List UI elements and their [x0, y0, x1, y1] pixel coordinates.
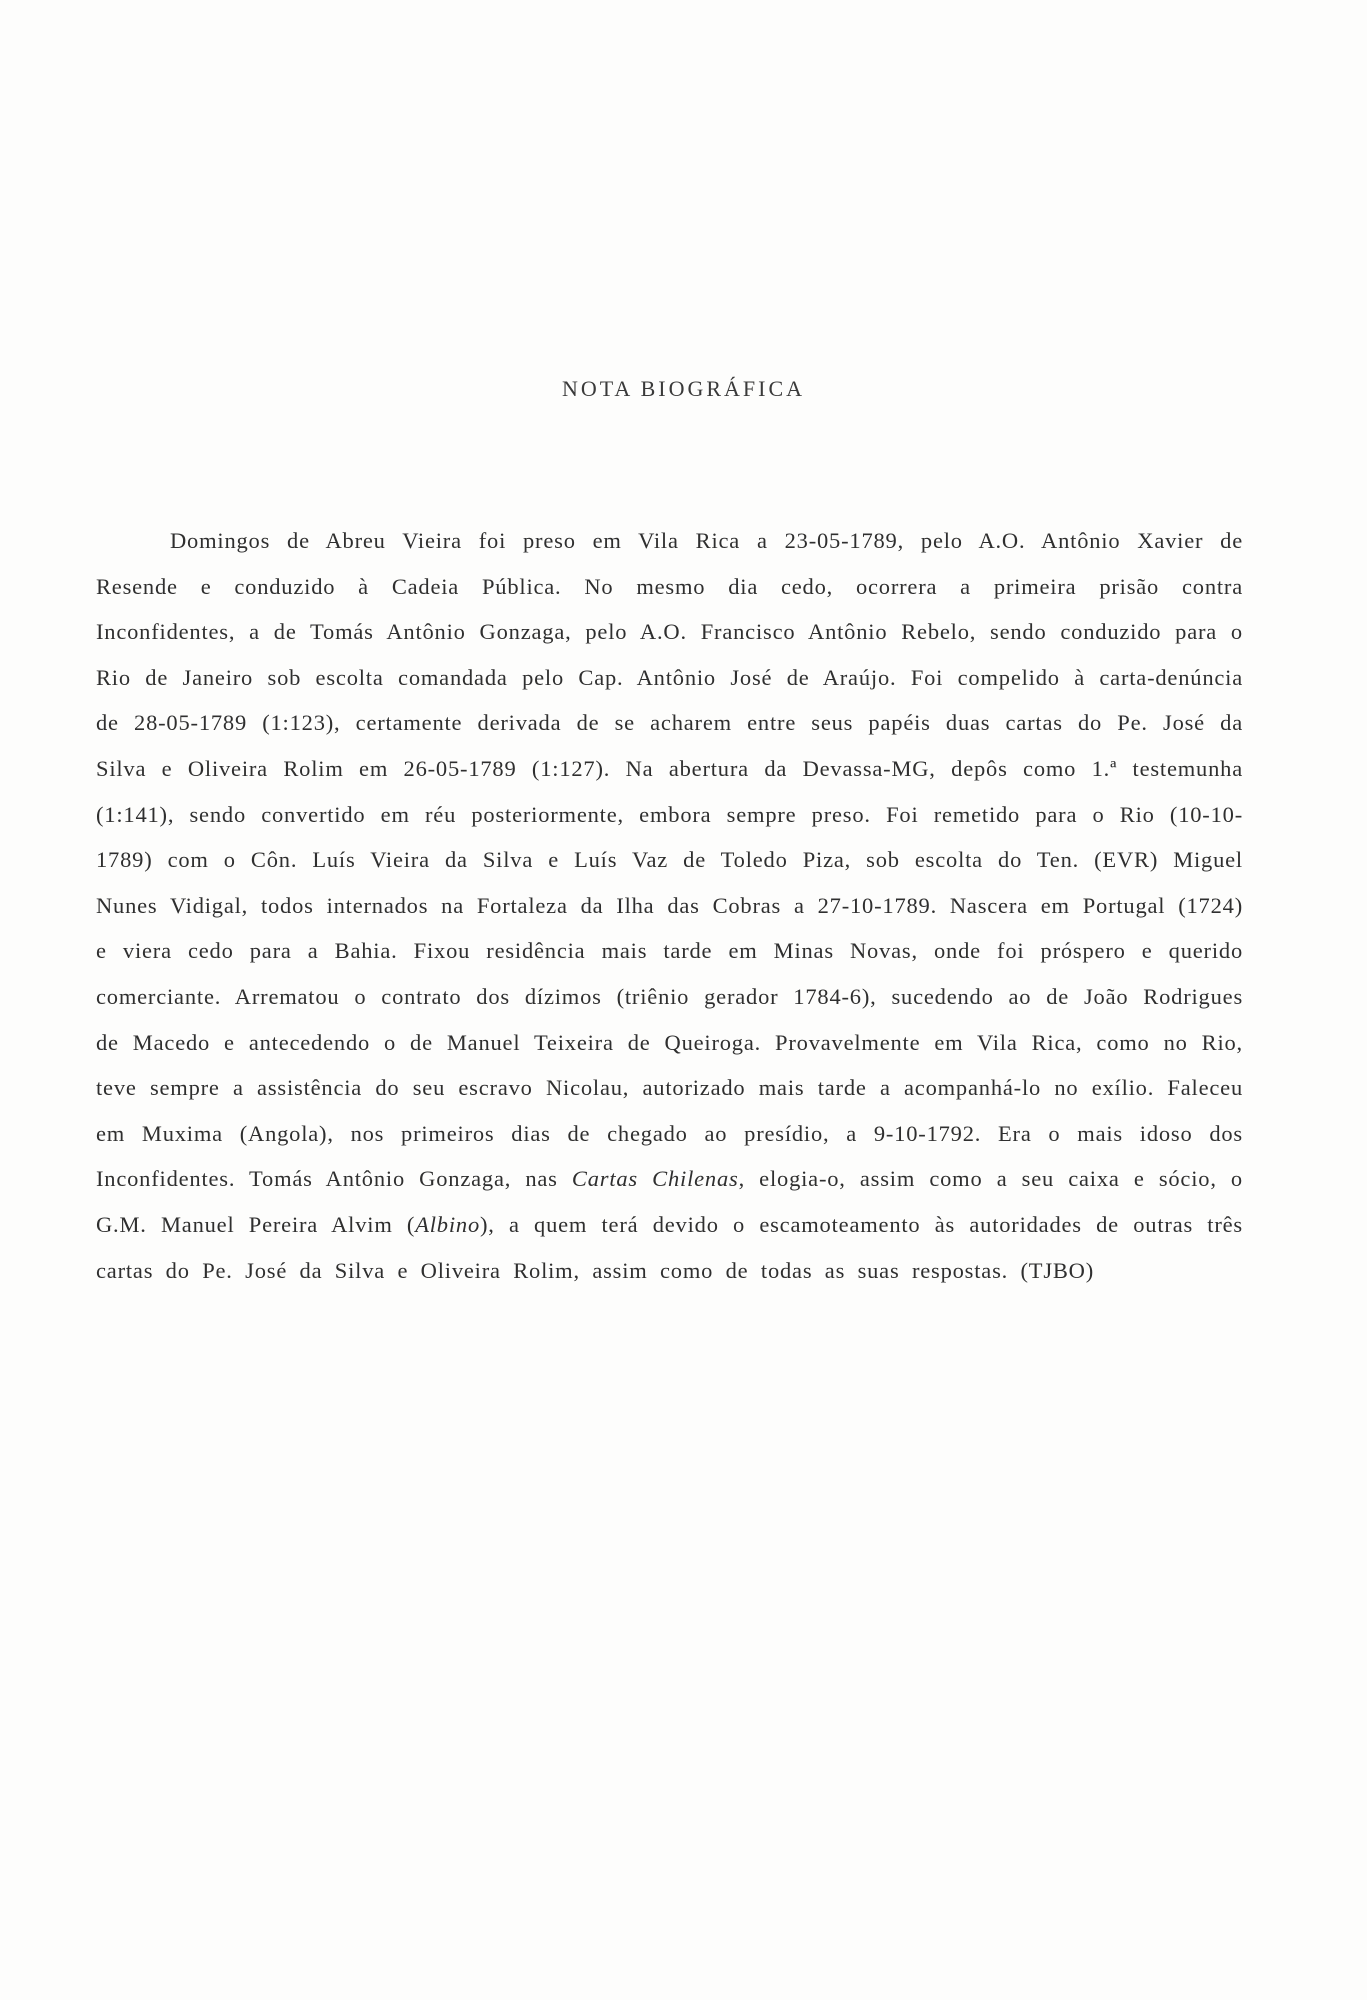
page-title: NOTA BIOGRÁFICA: [561, 376, 806, 401]
paragraph-text-part-2: , elogia-o, assim como a seu caixa e sócio, o G.M. Manuel Pereira Alvim (: [96, 1166, 1243, 1237]
italic-pseudonym: Albino: [415, 1211, 480, 1237]
italic-book-title: Cartas Chilenas: [571, 1166, 739, 1192]
biography-paragraph: [96, 518, 1243, 1293]
paragraph-text-part-1: Domingos de Abreu Vieira foi preso em Vila Rica a 23-05-1789, pelo A.O. Antônio Xavier de Resende e conduzido à Cadeia Pública. No mesmo dia cedo, ocorrera a primeira prisão contra Inconfidentes, a de Tomás Antônio Gonzaga, pelo A.O. Francisco Antônio Rebelo, sendo conduzido para o Rio de Janeiro sob escolta comandada pelo Cap. Antônio José de Araújo. Foi compelido à carta-denúncia de 28-05-1789 (1:123), certamente derivada de se acharem entre seus papéis duas cartas do Pe. José da Silva e Oliveira Rolim em 26-05-1789 (1:127). Na abertura da Devassa-MG, depôs como 1.ª testemunha (1:141), sendo convertido em réu posteriormente, embora sempre preso. Foi remetido para o Rio (10-10-1789) com o Côn. Luís Vieira da Silva e Luís Vaz de Toledo Piza, sob escolta do Ten. (EVR) Miguel Nunes Vidigal, todos internados na Fortaleza da Ilha das Cobras a 27-10-1789. Nascera em Portugal (1724) e viera cedo para a Bahia. Fixou residência mais tarde em Minas Novas, onde foi próspero e querido comerciante. Arrematou o contrato dos dízimos (triênio gerador 1784-6), sucedendo ao de João Rodrigues de Macedo e antecedendo o de Manuel Teixeira de Queiroga. Provavelmente em Vila Rica, como no Rio, teve sempre a assistência do seu escravo Nicolau, autorizado mais tarde a acompanhá-lo no exílio. Faleceu em Muxima (Angola), nos primeiros dias de chegado ao presídio, a 9-10-1792. Era o mais idoso dos Inconfidentes. Tomás Antônio Gonzaga, nas: [96, 528, 1243, 1192]
paragraph-text-part-3: ), a quem terá devido o escamoteamento às autoridades de outras três cartas do Pe. José da Silva e Oliveira Rolim, assim como de todas as suas respostas. (TJBO): [96, 1211, 1243, 1283]
